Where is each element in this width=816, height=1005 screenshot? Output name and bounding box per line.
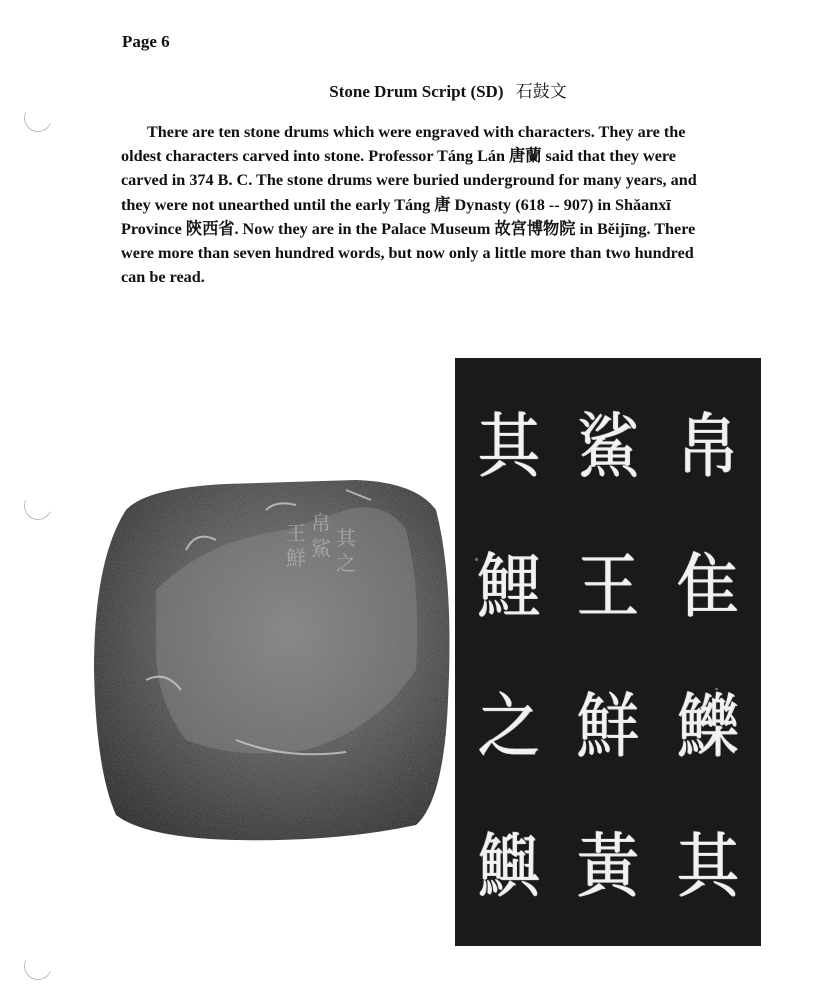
ink-rubbing (455, 358, 761, 946)
svg-text:鮮: 鮮 (286, 546, 306, 570)
svg-text:之: 之 (336, 551, 356, 575)
rubbing-glyph: 其 (675, 825, 739, 907)
section-title (0, 77, 816, 102)
rubbing-glyph: 隹 (675, 545, 739, 627)
rubbing-glyph: 鮮 (576, 685, 640, 767)
svg-text:其: 其 (336, 526, 356, 550)
body-paragraph: There are ten stone drums which were engraved with characters. They are the oldest characters carved into stone. Professor Táng Lán 唐蘭 said that they were carved in 374 B. C. The stone drums were buried underground for many years, and they were not unearthed until the early Táng 唐 Dynasty (618 -- 907) in Shǎanxī Province 陝西省. Now they are in the Palace Museum 故宮博物院 in Běijīng. There were more than seven hundred words, but now only a little more than two hundred can be read. (121, 123, 697, 287)
punch-hole-mark (20, 488, 56, 524)
body-paragraph-block (121, 120, 721, 289)
stone-drum-photo-svg (86, 470, 456, 850)
punch-hole-mark (20, 948, 56, 984)
stone-drum-photo (86, 470, 456, 850)
rubbing-glyph: 其 (477, 405, 541, 487)
rubbing-glyph: 鱳 (675, 685, 739, 767)
rubbing-glyph: 鯉 (477, 545, 541, 627)
punch-hole-mark (20, 100, 56, 136)
svg-text:王: 王 (286, 521, 306, 545)
svg-text:鯊: 鯊 (311, 536, 331, 560)
rubbing-glyph: 鱮 (477, 825, 541, 907)
rubbing-glyph: 王 (576, 545, 640, 627)
section-title-text: Stone Drum Script (SD) (329, 82, 504, 101)
page-number: Page 6 (122, 32, 170, 51)
rubbing-glyph-grid (459, 376, 757, 936)
section-title-chinese: 石鼓文 (515, 82, 567, 102)
rubbing-glyph: 帛 (675, 405, 739, 487)
rubbing-glyph: 鯊 (576, 405, 640, 487)
svg-text:帛: 帛 (311, 511, 331, 535)
rubbing-glyph: 之 (477, 685, 541, 767)
rubbing-glyph: 黃 (576, 825, 640, 907)
